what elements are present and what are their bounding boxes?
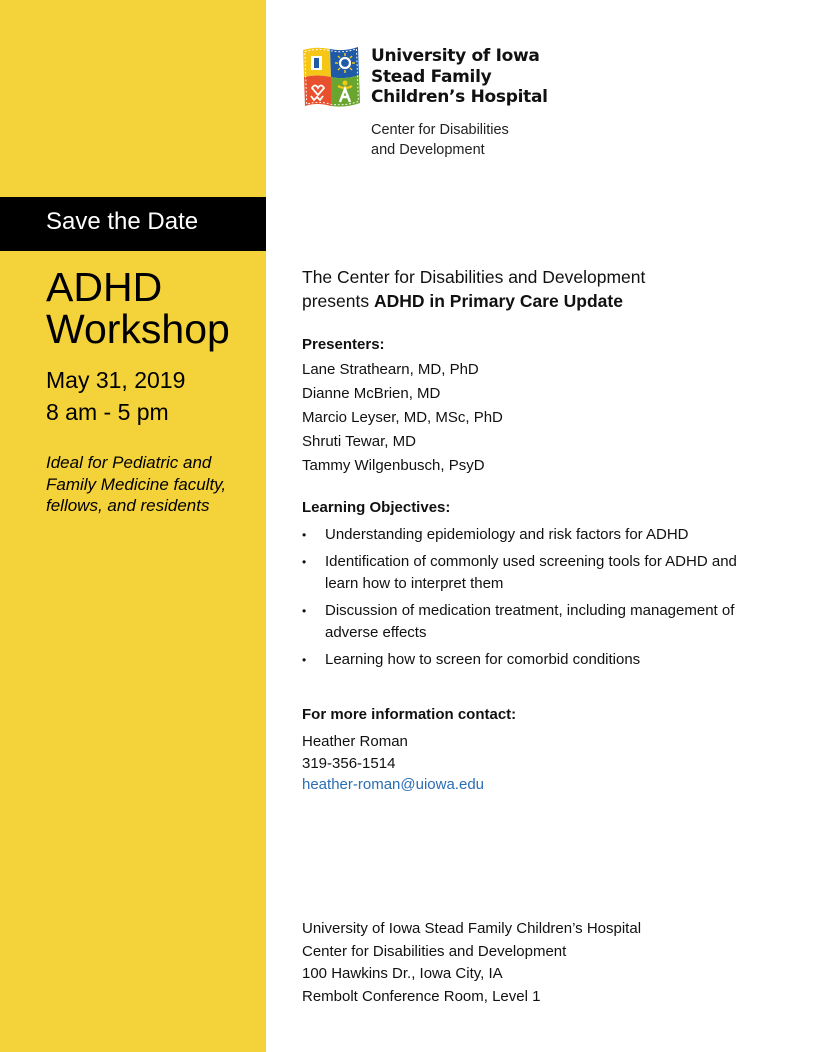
objective-text: Discussion of medication treatment, including management of adverse effects bbox=[325, 602, 735, 641]
learning-objectives-section bbox=[302, 498, 772, 676]
presenters-heading: Presenters: bbox=[302, 336, 385, 353]
logo-name-line: University of Iowa bbox=[371, 46, 540, 66]
save-the-date-band bbox=[0, 197, 266, 251]
logo-name-line: Stead Family bbox=[371, 66, 492, 87]
logo-name-line: Children’s Hospital bbox=[371, 87, 548, 107]
logo-sub-line: Center for Disabilities bbox=[371, 122, 509, 138]
contact-email-link[interactable]: heather-roman@uiowa.edu bbox=[302, 776, 484, 793]
workshop-audience bbox=[46, 452, 226, 517]
bullet-icon: • bbox=[302, 555, 307, 569]
logo-hospital-name bbox=[371, 46, 631, 108]
intro-heading bbox=[302, 265, 645, 313]
address-line: University of Iowa Stead Family Children’s Hospital bbox=[302, 920, 642, 937]
workshop-title-line: ADHD bbox=[46, 264, 163, 310]
objective-text: Identification of commonly used screening tools for ADHD and learn how to interpret them bbox=[325, 553, 737, 592]
audience-line: fellows, and residents bbox=[46, 496, 210, 515]
intro-line: The Center for Disabilities and Development bbox=[302, 267, 646, 287]
workshop-title-line: Workshop bbox=[46, 306, 230, 352]
presenter-name: Shruti Tewar, MD bbox=[302, 433, 416, 450]
venue-address bbox=[302, 918, 641, 1008]
presenters-section bbox=[302, 335, 503, 478]
workshop-time: 8 am - 5 pm bbox=[46, 399, 169, 425]
address-line: Center for Disabilities and Development bbox=[302, 942, 567, 960]
address-line: Rembolt Conference Room, Level 1 bbox=[302, 987, 541, 1005]
address-line: 100 Hawkins Dr., Iowa City, IA bbox=[302, 965, 503, 982]
presenter-name: Dianne McBrien, MD bbox=[302, 385, 441, 402]
workshop-date: May 31, 2019 bbox=[46, 367, 186, 393]
presenter-name: Tammy Wilgenbusch, PsyD bbox=[302, 457, 485, 474]
event-name: ADHD in Primary Care Update bbox=[373, 291, 623, 311]
save-the-date-label: Save the Date bbox=[46, 208, 199, 235]
intro-line bbox=[302, 289, 645, 313]
objectives-heading: Learning Objectives: bbox=[302, 499, 451, 516]
workshop-title bbox=[46, 266, 230, 350]
intro-presents: presents bbox=[302, 291, 374, 311]
bullet-icon: • bbox=[302, 528, 307, 542]
contact-section bbox=[302, 705, 516, 796]
logo-center-name bbox=[371, 121, 631, 160]
objective-item bbox=[302, 551, 772, 595]
audience-line: Family Medicine faculty, bbox=[46, 474, 227, 494]
objective-item bbox=[302, 600, 772, 644]
presenter-name: Lane Strathearn, MD, PhD bbox=[302, 361, 479, 378]
contact-name: Heather Roman bbox=[302, 733, 408, 750]
contact-phone: 319-356-1514 bbox=[302, 754, 396, 772]
objective-text: Understanding epidemiology and risk factors for ADHD bbox=[325, 526, 689, 543]
contact-heading: For more information contact: bbox=[302, 706, 517, 723]
workshop-datetime bbox=[46, 364, 185, 428]
objective-item bbox=[302, 524, 772, 546]
objective-text: Learning how to screen for comorbid conditions bbox=[325, 651, 641, 668]
audience-line: Ideal for Pediatric and bbox=[46, 453, 212, 472]
hospital-flag-logo-icon bbox=[300, 44, 362, 110]
objective-item bbox=[302, 649, 772, 671]
logo-sub-line: and Development bbox=[371, 141, 485, 158]
bullet-icon: • bbox=[302, 653, 307, 667]
bullet-icon: • bbox=[302, 604, 307, 618]
sidebar-yellow-column bbox=[0, 0, 266, 1052]
presenter-name: Marcio Leyser, MD, MSc, PhD bbox=[302, 409, 503, 426]
